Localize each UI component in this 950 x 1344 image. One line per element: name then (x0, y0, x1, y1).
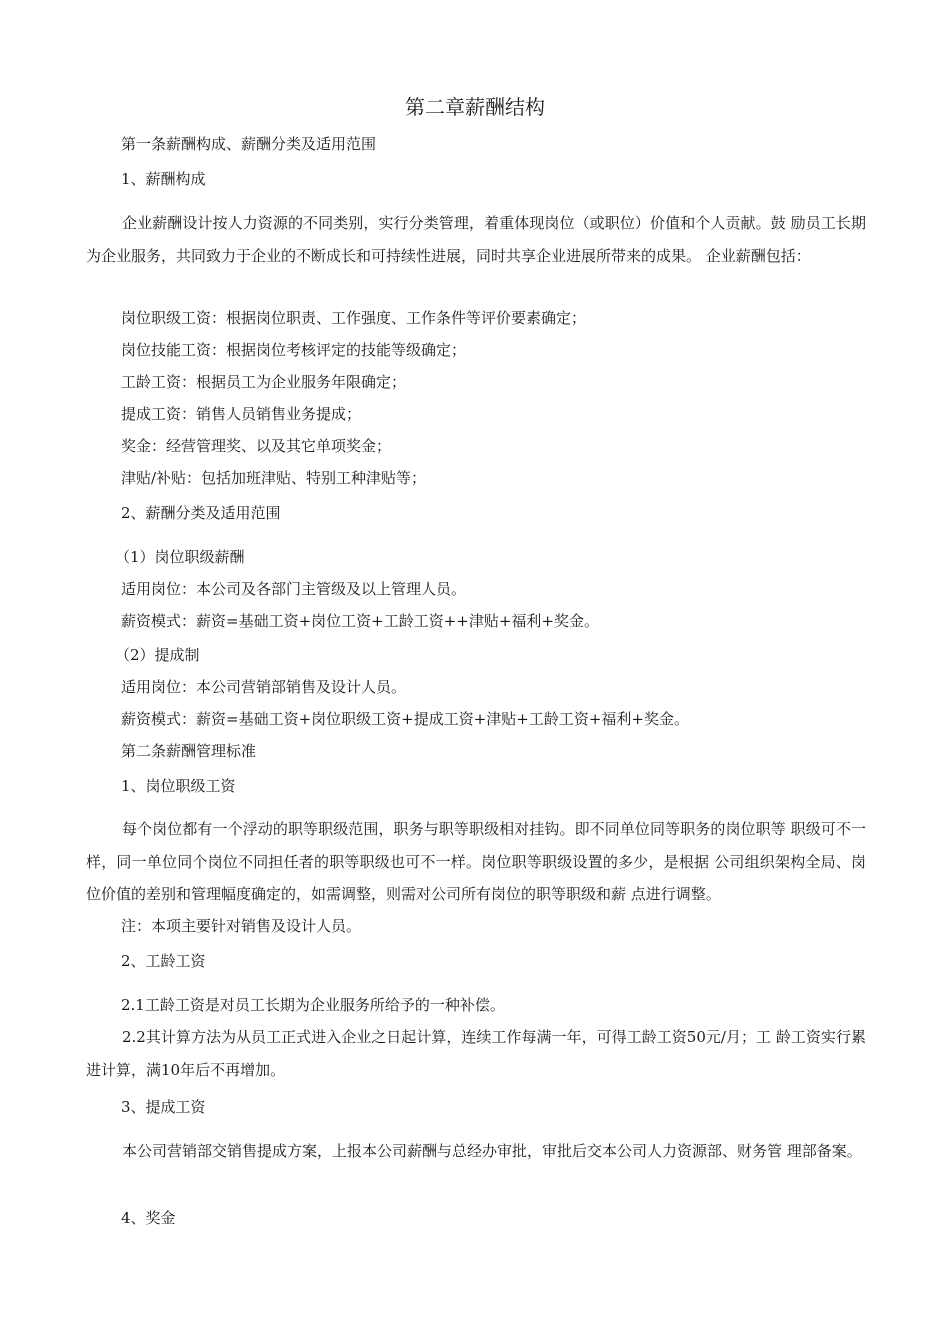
section-classification-scope: 2、薪酬分类及适用范围 (121, 504, 281, 522)
list-item: 奖金：经营管理奖、以及其它单项奖金； (121, 437, 392, 455)
category-2-title: （2）提成制 (115, 646, 200, 664)
list-item: 提成工资：销售人员销售业务提成； (121, 405, 362, 423)
section-seniority-wage: 2、工龄工资 (121, 952, 206, 970)
list-item: 工龄工资：根据员工为企业服务年限确定； (121, 373, 407, 391)
commission-paragraph: 本公司营销部交销售提成方案，上报本公司薪酬与总经办审批，审批后交本公司人力资源部、财务管 理部备案。 (122, 1142, 862, 1160)
list-item: 津贴/补贴：包括加班津贴、特别工种津贴等； (121, 469, 427, 487)
category-1-mode: 薪资模式：薪资=基础工资+岗位工资+工龄工资++津贴+福利+奖金。 (121, 612, 599, 630)
seniority-clause-2-2: 2.2其计算方法为从员工正式进入企业之日起计算，连续工作每满一年，可得工龄工资50元/月；工 龄工资实行累进计算，满10年后不再增加。 (86, 1028, 866, 1079)
section-bonus: 4、奖金 (121, 1209, 176, 1227)
category-2-scope: 适用岗位：本公司营销部销售及设计人员。 (121, 678, 407, 696)
note-text: 注：本项主要针对销售及设计人员。 (121, 917, 362, 935)
section-position-grade-wage: 1、岗位职级工资 (121, 777, 236, 795)
chapter-title: 第二章薪酬结构 (405, 95, 545, 119)
seniority-clause-2-1: 2.1工龄工资是对员工长期为企业服务所给予的一种补偿。 (121, 996, 505, 1014)
article-2-heading: 第二条薪酬管理标准 (121, 742, 257, 760)
list-item: 岗位技能工资：根据岗位考核评定的技能等级确定； (121, 341, 467, 359)
article-1-heading: 第一条薪酬构成、薪酬分类及适用范围 (121, 135, 377, 153)
composition-intro-paragraph: 企业薪酬设计按人力资源的不同类别，实行分类管理，着重体现岗位（或职位）价值和个人贡献。鼓 励员工长期为企业服务，共同致力于企业的不断成长和可持续性进展，同时共享企业进展所带来的成果。 企业薪酬包括： (86, 214, 866, 265)
position-grade-paragraph: 每个岗位都有一个浮动的职等职级范围，职务与职等职级相对挂钩。即不同单位同等职务的岗位职等 职级可不一样，同一单位同个岗位不同担任者的职等职级也可不一样。岗位职等职级设置的多少，是根据 公司组织架构全局、岗位价值的差别和管理幅度确定的，如需调整，则需对公司所有岗位的职等职级和薪 点进行调整。 (86, 820, 866, 903)
category-1-scope: 适用岗位：本公司及各部门主管级及以上管理人员。 (121, 580, 467, 598)
category-2-mode: 薪资模式：薪资=基础工资+岗位职级工资+提成工资+津贴+工龄工资+福利+奖金。 (121, 710, 689, 728)
category-1-title: （1）岗位职级薪酬 (115, 548, 245, 566)
section-compensation-composition: 1、薪酬构成 (121, 170, 206, 188)
list-item: 岗位职级工资：根据岗位职责、工作强度、工作条件等评价要素确定； (121, 309, 587, 327)
section-commission-wage: 3、提成工资 (121, 1098, 206, 1116)
